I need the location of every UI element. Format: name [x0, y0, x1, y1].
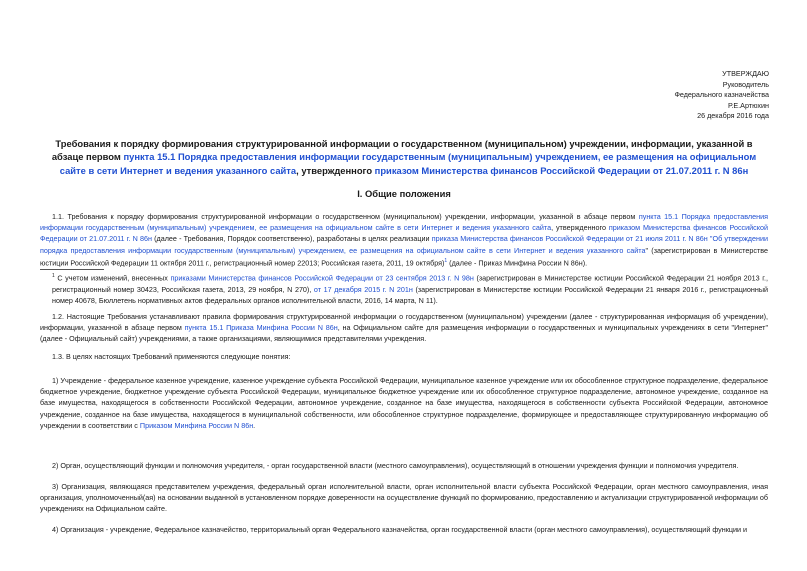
p1-2-link-clause[interactable]: пункта 15.1 Приказа Минфина России N 86н [184, 323, 338, 333]
paragraph-1-1 [40, 211, 768, 268]
document-title [40, 137, 768, 177]
p1-2-text-b: , на Официальном сайте для размещения информации о государственных и муниципальных учреждениях в сети "Интернет" (далее - Официальный сайт) учреждениями, а также организациями, являющимися представителями учреждения. [40, 323, 769, 344]
footnote-ref[interactable]: 1 [444, 257, 448, 264]
approval-date: 26 декабря 2016 года [697, 111, 769, 121]
approval-block [674, 69, 769, 122]
p1-1-text-a: 1.1. Требования к порядку формирования структурированной информации о государственном (муниципальном) учреждении, информации, указанной в абзаце первом [52, 212, 639, 221]
concept-3: 3) Организация, являющаяся представителем учреждения, федеральный орган исполнительной власти, орган исполнительной власти субъекта Российской Федерации, орган местного самоуправления, иная организация, уполномоченный(ая) на основании выданной в установленном порядке доверенности на осуществление функций по формированию, предоставлению и актуализации структурированной информации об учреждениях на Официальном сайте. [40, 482, 768, 514]
title-link-order[interactable]: приказом Министерства финансов Российской Федерации от 21.07.2011 г. N 86н [374, 164, 749, 176]
footnote [52, 271, 768, 307]
footnote-link-orders[interactable]: приказами Министерства финансов Российской Федерации от 23 сентября 2013 г. N 98н [170, 273, 474, 283]
title-text-1: Требования к порядку формирования структурированной информации о государственном (муниципальном) учреждении, информации, указанной в абзаце первом [51, 138, 753, 163]
footnote-text-a: С учетом изменений, внесенных [54, 273, 171, 283]
paragraph-1-3: 1.3. В целях настоящих Требований применяются следующие понятия: [52, 352, 291, 361]
p1-1-text-d: " (зарегистрирован в Министерстве юстиции Российской Федерации 11 октября 2011 г., регистрационный номер 22013; Российская газета, 2011, 19 октября) [40, 245, 768, 268]
p1-1-link-procedure[interactable]: пункта 15.1 Порядка предоставления информации государственным (муниципальным) учреждением, ее размещения на официальном сайте в сети Интернет и ведения указанного сайта [40, 212, 769, 233]
concept-2: 2) Орган, осуществляющий функции и полномочия учредителя, - орган государственной власти (местного самоуправления), осуществляющий в отношении учреждения функции и полномочия учредителя. [52, 461, 739, 470]
p1-2-text-a: 1.2. Настоящие Требования устанавливают правила формирования структурированной информации о государственном (муниципальном) учреждении (далее - структурированная информация об учреждении), информации, указанной в абзаце первом [40, 312, 768, 333]
footnote-link-201n[interactable]: от 17 декабря 2015 г. N 201н [313, 284, 413, 294]
concept-1-link-order[interactable]: Приказом Минфина России N 86н [139, 420, 254, 430]
title-text-2: , утвержденного [296, 164, 375, 176]
title-link-procedure[interactable]: пункта 15.1 Порядка предоставления информации государственным (муниципальным) учреждением, ее размещения на официальном сайте в сети Интернет и ведения указанного сайта [59, 151, 757, 176]
p1-1-text-e: (далее - Приказ Минфина России N 86н). [447, 258, 588, 268]
footnote-text-b: (зарегистрирован в Министерстве юстиции Российской Федерации 21 ноября 2013 г., регистрационный номер 30423, Российская газета, 2013, 29 ноября, N 270), [52, 273, 768, 294]
p1-1-text-b: , утвержденного [551, 223, 609, 233]
concept-1-end: . [253, 420, 256, 430]
footnote-text-c: (зарегистрирован в Министерстве юстиции Российской Федерации 21 января 2016 г., регистрационный номер 40678, Бюллетень нормативных актов федеральных органов исполнительной власти, 2016, 14 марта, N 11). [52, 284, 768, 306]
concept-1 [40, 375, 768, 431]
approval-position: Руководитель [722, 79, 769, 89]
p1-1-link-order[interactable]: приказом Министерства финансов Российской Федерации от 21.07.2011 г. N 86н [40, 223, 768, 244]
p1-1-link-order-full[interactable]: приказа Министерства финансов Российской Федерации от 21 июля 2011 г. N 86н "Об утверждении порядка предоставления информации государственным (муниципальным) учреждением, ее размещения на официальном сайте в сети Интернет и ведения указанного сайта [40, 234, 768, 255]
paragraph-1-2 [40, 311, 768, 345]
p1-1-text-c: (далее - Требования, Порядок соответственно), разработаны в целях реализации [151, 234, 432, 244]
approval-heading: УТВЕРЖДАЮ [722, 69, 769, 78]
section-heading: I. Общие положения [357, 188, 451, 199]
footnote-number: 1 [52, 273, 55, 279]
concept-4: 4) Организация - учреждение, Федеральное казначейство, территориальный орган Федерального казначейства, орган государственной власти (орган местного самоуправления), осуществляющий функции и [52, 525, 748, 534]
approval-organization: Федерального казначейства [674, 90, 769, 100]
approval-name: Р.Е.Артюхин [727, 100, 769, 110]
concept-1-text: 1) Учреждение - федеральное казенное учреждение, казенное учреждение субъекта Российской Федерации, муниципальное казенное учреждение или их обособленное структурное подразделение, федеральное бюджетное учреждение, бюджетное учреждение субъекта Российской Федерации, муниципальное бюджетное учреждение или их обособленное структурное подразделение, автономное учреждение, созданное на базе имущества, находящегося в собственности Российской Федерации, автономное учреждение, созданное на базе имущества, находящегося в собственности субъекта Российской Федерации, автономное учреждение, созданное на базе имущества, находящегося в муниципальной собственности, или обособленное структурное подразделение, формирующее и предоставляющее структурированную информацию об учреждении в соответствии с [40, 376, 768, 430]
footnote-divider [40, 269, 104, 270]
